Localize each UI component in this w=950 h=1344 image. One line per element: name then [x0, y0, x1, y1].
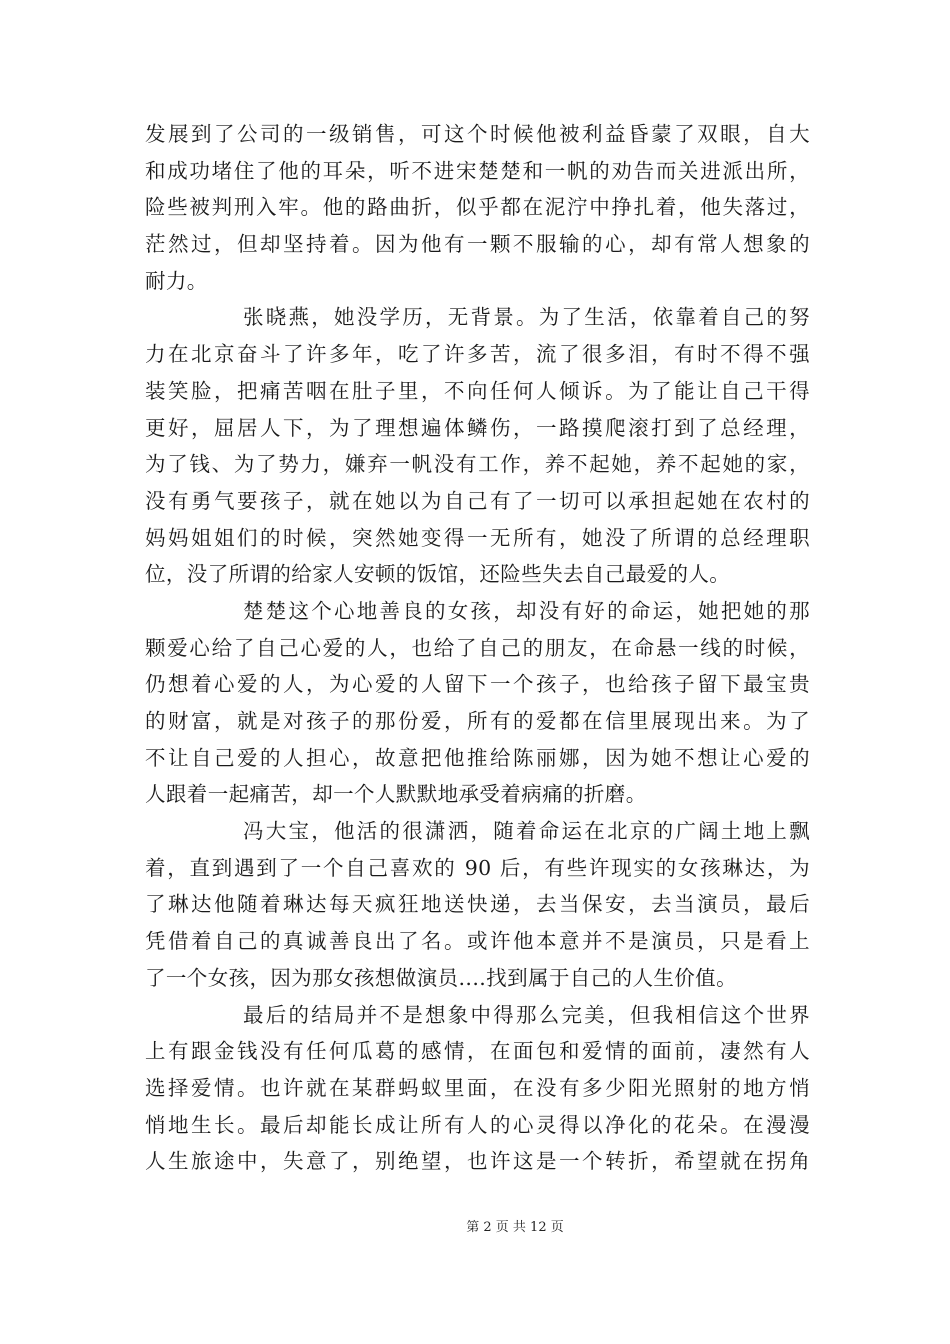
text-line: 和成功堵住了他的耳朵，听不进宋楚楚和一帆的劝告而关进派出所， — [145, 158, 810, 183]
text-line: 悄地生长。最后却能长成让所有人的心灵得以净化的花朵。在漫漫 — [145, 1112, 810, 1137]
text-line: 不让自己爱的人担心，故意把他推给陈丽娜，因为她不想让心爱的 — [145, 745, 810, 770]
text-line: 耐力。 — [145, 268, 208, 293]
text-line: 凭借着自己的真诚善良出了名。或许他本意并不是演员，只是看上 — [145, 929, 810, 954]
text-line: 张晓燕，她没学历，无背景。为了生活，依靠着自己的努 — [243, 305, 810, 330]
text-line: 茫然过，但却坚持着。因为他有一颗不服输的心，却有常人想象的 — [145, 232, 810, 257]
text-line: 妈妈姐姐们的时候，突然她变得一无所有，她没了所谓的总经理职 — [145, 525, 810, 550]
text-line: 人生旅途中，失意了，别绝望，也许这是一个转折，希望就在拐角 — [145, 1149, 810, 1174]
text-line: 了一个女孩，因为那女孩想做演员....找到属于自己的人生价值。 — [145, 965, 737, 990]
text-line: 着，直到遇到了一个自己喜欢的 90 后，有些许现实的女孩琳达，为 — [145, 855, 810, 880]
text-line: 上有跟金钱没有任何瓜葛的感情，在面包和爱情的面前，凄然有人 — [145, 1039, 810, 1064]
text-line: 的财富，就是对孩子的那份爱，所有的爱都在信里展现出来。为了 — [145, 709, 810, 733]
text-line: 位，没了所谓的给家人安顿的饭馆，还险些失去自己最爱的人。 — [145, 562, 731, 587]
text-line: 了琳达他随着琳达每天疯狂地送快递，去当保安，去当演员，最后 — [145, 892, 810, 917]
text-line: 装笑脸，把痛苦咽在肚子里，不向任何人倾诉。为了能让自己干得 — [145, 378, 810, 403]
paragraph-3 — [145, 593, 810, 813]
paragraph-1 — [145, 116, 810, 299]
body-text — [145, 116, 810, 1180]
text-line: 为了钱、为了势力，嫌弃一帆没有工作，养不起她，养不起她的家， — [145, 452, 810, 477]
paragraph-5 — [145, 997, 810, 1180]
text-line: 最后的结局并不是想象中得那么完美，但我相信这个世界 — [243, 1002, 810, 1027]
text-line: 冯大宝，他活的很潇洒，随着命运在北京的广阔土地上飘 — [243, 819, 810, 844]
text-line: 力在北京奋斗了许多年，吃了许多苦，流了很多泪，有时不得不强 — [145, 342, 810, 367]
text-line: 仍想着心爱的人，为心爱的人留下一个孩子，也给孩子留下最宝贵 — [145, 672, 810, 697]
text-line: 颗爱心给了自己心爱的人，也给了自己的朋友，在命悬一线的时候， — [145, 635, 810, 660]
text-line: 发展到了公司的一级销售，可这个时候他被利益昏蒙了双眼，自大 — [145, 122, 810, 146]
page-number-footer: 第 2 页 共 12 页 — [466, 1220, 564, 1235]
text-line: 险些被判刑入牢。他的路曲折，似乎都在泥泞中挣扎着，他失落过， — [145, 195, 810, 220]
paragraph-4 — [145, 813, 810, 996]
text-line: 楚楚这个心地善良的女孩，却没有好的命运，她把她的那 — [243, 598, 810, 623]
text-line: 选择爱情。也许就在某群蚂蚁里面，在没有多少阳光照射的地方悄 — [145, 1075, 810, 1100]
text-line: 更好，屈居人下，为了理想遍体鳞伤，一路摸爬滚打到了总经理， — [145, 415, 810, 440]
text-line: 没有勇气要孩子，就在她以为自己有了一切可以承担起她在农村的 — [145, 488, 810, 513]
text-line: 人跟着一起痛苦，却一个人默默地承受着病痛的折磨。 — [145, 782, 647, 807]
paragraph-2 — [145, 299, 810, 593]
